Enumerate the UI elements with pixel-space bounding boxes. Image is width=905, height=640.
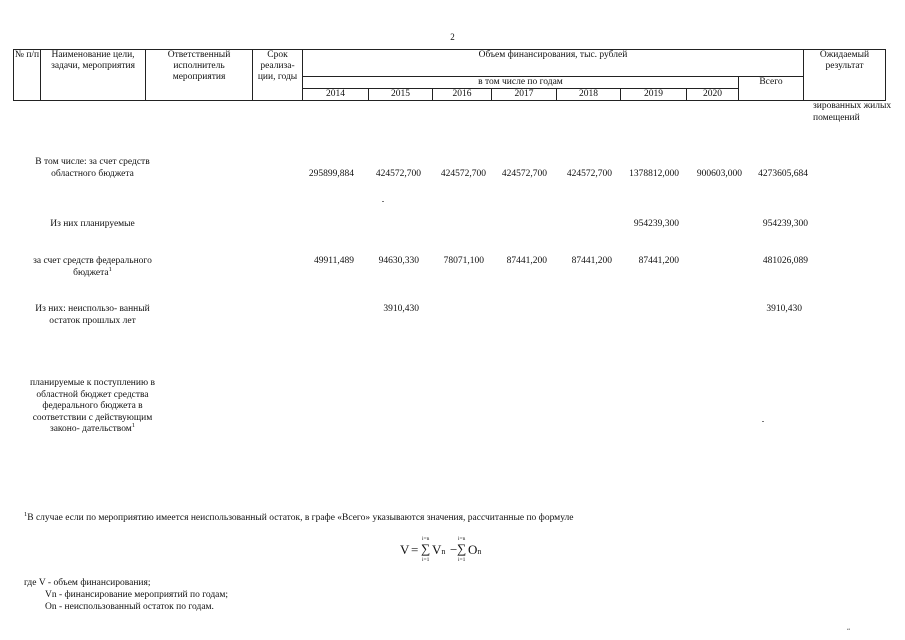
- year-header: 2015: [369, 89, 433, 101]
- col-result-header: Ожидаемый результат: [804, 50, 886, 101]
- value-2015: 94630,330: [378, 256, 419, 266]
- value-2014: 49911,489: [313, 256, 354, 266]
- value-2016: 424572,700: [440, 169, 486, 179]
- year-header: 2017: [492, 89, 557, 101]
- value-2017: 424572,700: [501, 169, 547, 179]
- sum-symbol-1: ∑: [421, 541, 431, 556]
- value-2019: 87441,200: [638, 256, 679, 266]
- sum-symbol-2: ∑: [457, 541, 467, 556]
- value-2019: 954239,300: [633, 219, 679, 229]
- year-header: 2018: [557, 89, 621, 101]
- col-total-header: Всего: [739, 77, 804, 101]
- year-header: 2020: [687, 89, 739, 101]
- legend-line: где V - объем финансирования;: [24, 578, 151, 588]
- col-name-header: Наименование цели, задачи, мероприятия: [41, 50, 146, 101]
- year-header: 2014: [303, 89, 369, 101]
- value-2020: 900603,000: [696, 169, 742, 179]
- formula: [400, 538, 520, 564]
- value-2018: 424572,700: [566, 169, 612, 179]
- sum-upper-limit: i=n: [458, 536, 466, 542]
- value-2017: 87441,200: [506, 256, 547, 266]
- col-term-header: Срок реализа- ции, годы: [253, 50, 303, 101]
- value-total: 481026,089: [762, 256, 808, 266]
- value-2019: 1378812,000: [629, 169, 679, 179]
- page-number: 2: [450, 32, 455, 42]
- formula-term1: Vn: [432, 542, 446, 557]
- expected-result-text: зированных жилых помещений: [813, 101, 892, 123]
- col-num-header: № п/п: [14, 50, 41, 101]
- value-2016: 78071,100: [443, 256, 484, 266]
- value-2014: 295899,884: [308, 169, 354, 179]
- col-funding-header: Объем финансирования, тыс. рублей: [303, 50, 804, 77]
- scan-speck: [382, 201, 384, 202]
- row-label: В том числе: за счет средств областного бюджета: [35, 157, 150, 179]
- footnote: $^1$В случае если по мероприятию имеется неиспользованный остаток, в графе «Всего» указываются значения, рассчитанные по формуле: [24, 510, 574, 523]
- sum-lower-limit: i=1: [458, 557, 466, 563]
- year-header: 2019: [621, 89, 687, 101]
- scan-speck: [762, 421, 764, 422]
- header-table: [13, 49, 886, 101]
- formula-eq: =: [411, 542, 419, 557]
- row-label: Из них: неиспользо- ванный остаток прошлых лет: [35, 304, 150, 326]
- corner-mark: “: [847, 627, 851, 635]
- value-2015: 3910,430: [383, 304, 419, 314]
- sum-lower-limit: i=1: [422, 557, 430, 563]
- col-by-years-header: в том числе по годам: [303, 77, 739, 89]
- sum-upper-limit: i=n: [422, 536, 430, 542]
- col-responsible-header: Ответственный исполнитель мероприятия: [146, 50, 253, 101]
- row-label: планируемые к поступлению в областной бюджет средства федерального бюджета в соответствии с действующим законо- дательством$^1$: [30, 378, 155, 434]
- value-total: 954239,300: [762, 219, 808, 229]
- value-2015: 424572,700: [375, 169, 421, 179]
- value-2018: 87441,200: [571, 256, 612, 266]
- row-label: за счет средств федерального бюджета$^1$: [33, 256, 152, 278]
- formula-minus: −: [450, 542, 458, 557]
- row-label: Из них планируемые: [50, 219, 135, 229]
- formula-lhs: V: [400, 542, 410, 557]
- value-total: 4273605,684: [758, 169, 808, 179]
- formula-term2: On: [468, 542, 482, 557]
- value-total: 3910,430: [766, 304, 802, 314]
- legend-line: Vn - финансирование мероприятий по годам;: [45, 590, 229, 600]
- year-header: 2016: [433, 89, 492, 101]
- legend-line: On - неиспользованный остаток по годам.: [45, 602, 214, 612]
